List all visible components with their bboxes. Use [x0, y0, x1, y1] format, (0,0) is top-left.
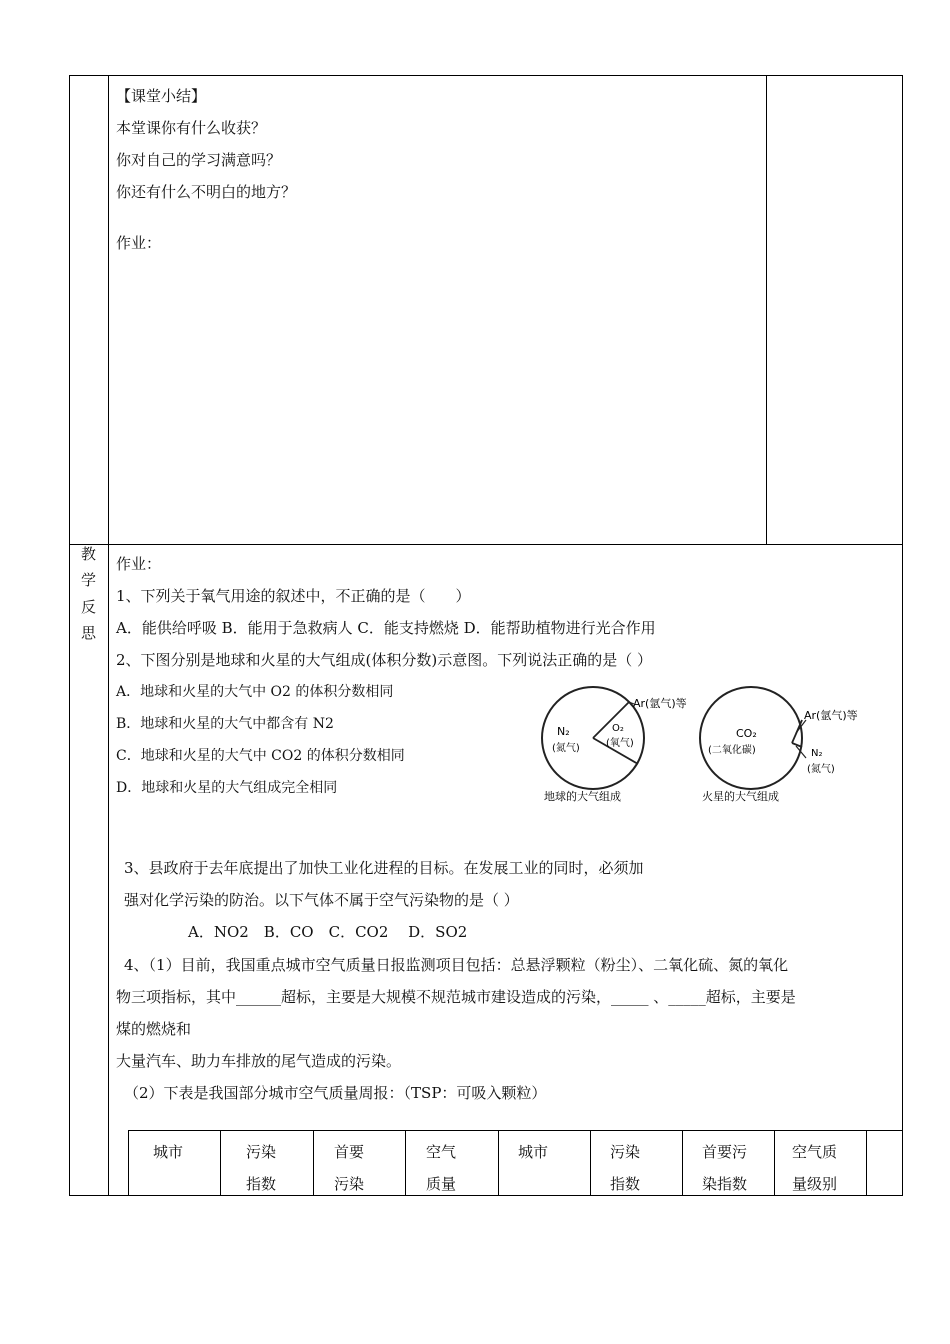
mars-caption: 火星的大气组成	[702, 790, 779, 803]
mars-n2-label: N₂	[811, 748, 823, 759]
question-3-options: A．NO2 B．CO C．CO2 D．SO2	[188, 923, 468, 941]
question-4-line-3: 煤的燃烧和	[116, 1020, 192, 1038]
question-2-option-c: C．地球和火星的大气中 CO2 的体积分数相同	[116, 748, 405, 764]
question-4-line-1: 4、（1）目前，我国重点城市空气质量日报监测项目包括：总悬浮颗粒（粉尘）、二氧化硫、氮的氧化	[124, 956, 789, 974]
table-header-pollution-index-2: 污染 指数	[610, 1143, 641, 1193]
mars-ar-label: Ar(氩气)等	[804, 709, 858, 722]
table-header-air-quality-level-2: 空气质 量级别	[792, 1143, 838, 1193]
table-header-pollution-index-1: 污染 指数	[246, 1143, 277, 1193]
question-2-option-b: B．地球和火星的大气中都含有 N2	[116, 716, 334, 732]
question-3-line-1: 3、县政府于去年底提出了加快工业化进程的目标。在发展工业的同时，必须加	[124, 859, 644, 877]
earth-n2-name: (氮气)	[552, 743, 580, 754]
reflection-label-char-4: 思	[81, 624, 97, 642]
table-col-divider-8	[866, 1130, 867, 1195]
outer-border-right	[902, 75, 903, 1196]
question-2-option-a: A．地球和火星的大气中 O2 的体积分数相同	[116, 684, 394, 700]
table-header-primary-pollution-index-2: 首要污 染指数	[702, 1143, 748, 1193]
reflection-label-char-2: 学	[81, 571, 97, 589]
table-col-divider-2	[313, 1130, 314, 1195]
table-header-city-1: 城市	[153, 1143, 184, 1161]
outer-border-left	[69, 75, 70, 1196]
outer-border-bottom	[69, 1195, 903, 1196]
table-col-divider-4	[498, 1130, 499, 1195]
mars-co2-name: (二氧化碳)	[708, 745, 756, 756]
reflection-homework-label: 作业：	[116, 555, 162, 573]
table-border-left	[128, 1130, 129, 1195]
earth-o2-label: O₂	[612, 723, 624, 734]
table-border-top	[128, 1130, 902, 1131]
table-col-divider-3	[405, 1130, 406, 1195]
summary-question-2: 你对自己的学习满意吗？	[116, 151, 282, 169]
table-col-divider-6	[682, 1130, 683, 1195]
summary-question-3: 你还有什么不明白的地方？	[116, 183, 297, 201]
earth-ar-label: Ar(氩气)等	[633, 697, 687, 710]
row-divider	[69, 544, 903, 545]
question-1: 1、下列关于氧气用途的叙述中，不正确的是（ ）	[116, 587, 471, 605]
question-2: 2、下图分别是地球和火星的大气组成(体积分数)示意图。下列说法正确的是（ ）	[116, 651, 653, 669]
atmosphere-diagrams	[530, 680, 880, 810]
summary-question-1: 本堂课你有什么收获？	[116, 119, 267, 137]
reflection-label-char-3: 反	[81, 598, 97, 616]
table-header-primary-pollutant-1: 首要 污染	[334, 1143, 365, 1193]
earth-o2-name: (氧气)	[606, 738, 634, 749]
outer-border-top	[69, 75, 903, 76]
question-4-line-2: 物三项指标，其中______超标，主要是大规模不规范城市建设造成的污染，_____ 、_____超标，主要是	[116, 988, 796, 1006]
table-header-air-quality-1: 空气 质量	[426, 1143, 457, 1193]
question-3-line-2: 强对化学污染的防治。以下气体不属于空气污染物的是（ ）	[124, 891, 519, 909]
table-col-divider-7	[774, 1130, 775, 1195]
earth-n2-label: N₂	[557, 725, 570, 738]
column-divider-left	[108, 75, 109, 1196]
question-1-options: A．能供给呼吸 B．能用于急救病人 C．能支持燃烧 D．能帮助植物进行光合作用	[116, 619, 656, 637]
table-header-city-2: 城市	[518, 1143, 549, 1161]
column-divider-right	[766, 75, 767, 545]
mars-n2-name: (氮气)	[807, 764, 835, 775]
summary-homework-label: 作业：	[116, 234, 162, 252]
table-col-divider-5	[590, 1130, 591, 1195]
question-4-line-4: 大量汽车、助力车排放的尾气造成的污染。	[116, 1052, 402, 1070]
summary-heading: 【课堂小结】	[116, 87, 207, 105]
table-col-divider-1	[220, 1130, 221, 1195]
question-4-part-2: （2）下表是我国部分城市空气质量周报：（TSP：可吸入颗粒）	[124, 1084, 547, 1102]
earth-caption: 地球的大气组成	[544, 790, 621, 803]
air-quality-table	[128, 1130, 902, 1195]
mars-co2-label: CO₂	[736, 727, 757, 740]
reflection-label-char-1: 教	[81, 545, 97, 563]
question-2-option-d: D．地球和火星的大气组成完全相同	[116, 780, 338, 796]
